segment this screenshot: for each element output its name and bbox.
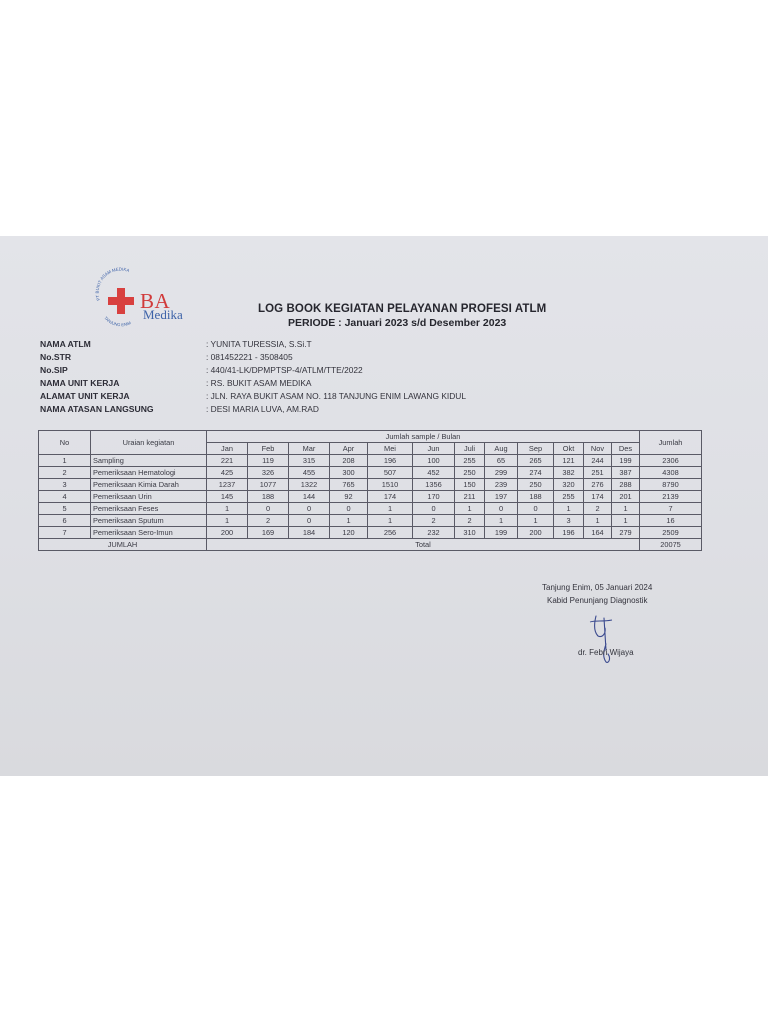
month-header-nov: Nov	[584, 443, 612, 455]
month-value-cell: 200	[518, 527, 554, 539]
month-value-cell: 300	[330, 467, 368, 479]
month-value-cell: 255	[554, 491, 584, 503]
month-value-cell: 164	[584, 527, 612, 539]
month-value-cell: 188	[248, 491, 289, 503]
activity-name: Pemeriksaan Sero-Imun	[91, 527, 207, 539]
month-value-cell: 0	[485, 503, 518, 515]
month-value-cell: 320	[554, 479, 584, 491]
month-value-cell: 184	[289, 527, 330, 539]
month-value-cell: 100	[413, 455, 455, 467]
activity-name: Pemeriksaan Feses	[91, 503, 207, 515]
month-value-cell: 288	[612, 479, 640, 491]
month-header-mar: Mar	[289, 443, 330, 455]
activity-name: Pemeriksaan Kimia Darah	[91, 479, 207, 491]
month-value-cell: 265	[518, 455, 554, 467]
table-row	[39, 527, 702, 539]
month-value-cell: 119	[248, 455, 289, 467]
month-value-cell: 310	[455, 527, 485, 539]
info-label-str: No.STR	[40, 352, 72, 362]
info-value-str: : 081452221 - 3508405	[206, 352, 293, 362]
info-value-atasan: : DESI MARIA LUVA, AM.RAD	[206, 404, 319, 414]
row-number: 5	[39, 503, 91, 515]
table-body	[39, 455, 702, 539]
month-value-cell: 387	[612, 467, 640, 479]
logo-brand-main: BA	[140, 289, 171, 313]
document-title: LOG BOOK KEGIATAN PELAYANAN PROFESI ATLM	[258, 303, 547, 315]
month-value-cell: 279	[612, 527, 640, 539]
month-value-cell: 1	[584, 515, 612, 527]
month-value-cell: 250	[518, 479, 554, 491]
month-header-des: Des	[612, 443, 640, 455]
header-jumlah: Jumlah	[640, 431, 702, 455]
row-total: 2306	[640, 455, 702, 467]
activity-name: Pemeriksaan Sputum	[91, 515, 207, 527]
month-value-cell: 251	[584, 467, 612, 479]
header-jumlah-sample-group: Jumlah sample / Bulan	[207, 431, 640, 443]
row-number: 7	[39, 527, 91, 539]
svg-text:TANJUNG ENIM	[103, 315, 131, 327]
month-value-cell: 255	[455, 455, 485, 467]
activity-name: Sampling	[91, 455, 207, 467]
footer-jumlah-label: JUMLAH	[39, 539, 207, 551]
month-value-cell: 174	[584, 491, 612, 503]
info-label-unit-kerja: NAMA UNIT KERJA	[40, 378, 120, 388]
month-value-cell: 1510	[368, 479, 413, 491]
logbook-table	[38, 430, 702, 551]
month-value-cell: 211	[455, 491, 485, 503]
month-value-cell: 92	[330, 491, 368, 503]
row-number: 4	[39, 491, 91, 503]
month-value-cell: 197	[485, 491, 518, 503]
month-value-cell: 201	[612, 491, 640, 503]
month-value-cell: 144	[289, 491, 330, 503]
month-header-juli: Juli	[455, 443, 485, 455]
month-header-jun: Jun	[413, 443, 455, 455]
month-header-aug: Aug	[485, 443, 518, 455]
month-value-cell: 0	[289, 503, 330, 515]
footer-total-label: Total	[207, 539, 640, 551]
month-value-cell: 455	[289, 467, 330, 479]
month-header-sep: Sep	[518, 443, 554, 455]
month-value-cell: 1	[330, 515, 368, 527]
info-value-alamat: : JLN. RAYA BUKIT ASAM NO. 118 TANJUNG ENIM LAWANG KIDUL	[206, 391, 466, 401]
signature-place-date: Tanjung Enim, 05 Januari 2024	[542, 583, 653, 592]
month-value-cell: 274	[518, 467, 554, 479]
month-value-cell: 1237	[207, 479, 248, 491]
row-number: 1	[39, 455, 91, 467]
month-value-cell: 382	[554, 467, 584, 479]
month-value-cell: 199	[612, 455, 640, 467]
month-value-cell: 1356	[413, 479, 455, 491]
month-value-cell: 1	[612, 515, 640, 527]
row-total: 4308	[640, 467, 702, 479]
month-value-cell: 765	[330, 479, 368, 491]
month-value-cell: 188	[518, 491, 554, 503]
logo-ring-bottom-text: TANJUNG ENIM	[103, 315, 132, 328]
month-value-cell: 232	[413, 527, 455, 539]
row-total: 7	[640, 503, 702, 515]
month-value-cell: 1	[554, 503, 584, 515]
signature-name: dr. Febri Wijaya	[578, 648, 634, 657]
month-value-cell: 250	[455, 467, 485, 479]
activity-name: Pemeriksaan Urin	[91, 491, 207, 503]
month-value-cell: 0	[248, 503, 289, 515]
month-value-cell: 452	[413, 467, 455, 479]
month-value-cell: 169	[248, 527, 289, 539]
month-value-cell: 1	[368, 515, 413, 527]
month-value-cell: 2	[413, 515, 455, 527]
month-header-mei: Mei	[368, 443, 413, 455]
month-value-cell: 0	[289, 515, 330, 527]
month-value-cell: 425	[207, 467, 248, 479]
info-label-sip: No.SIP	[40, 365, 68, 375]
row-total: 2139	[640, 491, 702, 503]
info-value-sip: : 440/41-LK/DPMPTSP-4/ATLM/TTE/2022	[206, 365, 363, 375]
month-value-cell: 208	[330, 455, 368, 467]
month-value-cell: 326	[248, 467, 289, 479]
month-value-cell: 65	[485, 455, 518, 467]
header-uraian-kegiatan: Uraian kegiatan	[91, 431, 207, 455]
month-value-cell: 1	[485, 515, 518, 527]
month-header-okt: Okt	[554, 443, 584, 455]
row-number: 2	[39, 467, 91, 479]
month-value-cell: 315	[289, 455, 330, 467]
month-value-cell: 0	[518, 503, 554, 515]
table-row	[39, 479, 702, 491]
month-value-cell: 1	[612, 503, 640, 515]
info-label-atasan: NAMA ATASAN LANGSUNG	[40, 404, 154, 414]
table-footer-row	[39, 539, 702, 551]
month-value-cell: 1	[455, 503, 485, 515]
month-value-cell: 174	[368, 491, 413, 503]
info-label-nama-atlm: NAMA ATLM	[40, 339, 91, 349]
month-value-cell: 1077	[248, 479, 289, 491]
month-value-cell: 196	[368, 455, 413, 467]
table-row	[39, 503, 702, 515]
row-total: 2509	[640, 527, 702, 539]
row-total: 8790	[640, 479, 702, 491]
signature-role: Kabid Penunjang Diagnostik	[547, 596, 648, 605]
info-value-nama-atlm: : YUNITA TURESSIA, S.Si.T	[206, 339, 312, 349]
month-value-cell: 196	[554, 527, 584, 539]
medical-cross-icon	[108, 288, 134, 314]
month-value-cell: 1	[518, 515, 554, 527]
table-row	[39, 467, 702, 479]
month-value-cell: 239	[485, 479, 518, 491]
month-value-cell: 1	[368, 503, 413, 515]
month-header-feb: Feb	[248, 443, 289, 455]
month-value-cell: 121	[554, 455, 584, 467]
logo-brand-sub: Medika	[143, 307, 183, 322]
row-total: 16	[640, 515, 702, 527]
month-value-cell: 120	[330, 527, 368, 539]
month-header-jan: Jan	[207, 443, 248, 455]
month-value-cell: 0	[413, 503, 455, 515]
month-value-cell: 2	[584, 503, 612, 515]
month-value-cell: 276	[584, 479, 612, 491]
month-value-cell: 299	[485, 467, 518, 479]
month-value-cell: 199	[485, 527, 518, 539]
header-no: No	[39, 431, 91, 455]
month-value-cell: 256	[368, 527, 413, 539]
month-value-cell: 1	[207, 503, 248, 515]
month-value-cell: 507	[368, 467, 413, 479]
footer-grand-total: 20075	[640, 539, 702, 551]
activity-name: Pemeriksaan Hematologi	[91, 467, 207, 479]
table-row	[39, 515, 702, 527]
month-value-cell: 1	[207, 515, 248, 527]
month-value-cell: 145	[207, 491, 248, 503]
row-number: 6	[39, 515, 91, 527]
month-header-apr: Apr	[330, 443, 368, 455]
month-value-cell: 2	[455, 515, 485, 527]
month-value-cell: 3	[554, 515, 584, 527]
logo-ring-top-text: PT BUKIT ASAM MEDIKA	[94, 266, 131, 302]
table-row	[39, 455, 702, 467]
month-value-cell: 244	[584, 455, 612, 467]
month-value-cell: 170	[413, 491, 455, 503]
table-row	[39, 491, 702, 503]
month-value-cell: 1322	[289, 479, 330, 491]
handwritten-signature	[582, 598, 622, 670]
month-value-cell: 221	[207, 455, 248, 467]
row-number: 3	[39, 479, 91, 491]
month-value-cell: 150	[455, 479, 485, 491]
info-label-alamat: ALAMAT UNIT KERJA	[40, 391, 130, 401]
info-value-unit-kerja: : RS. BUKIT ASAM MEDIKA	[206, 378, 312, 388]
month-value-cell: 0	[330, 503, 368, 515]
document-period: PERIODE : Januari 2023 s/d Desember 2023	[288, 317, 507, 329]
month-value-cell: 200	[207, 527, 248, 539]
month-value-cell: 2	[248, 515, 289, 527]
